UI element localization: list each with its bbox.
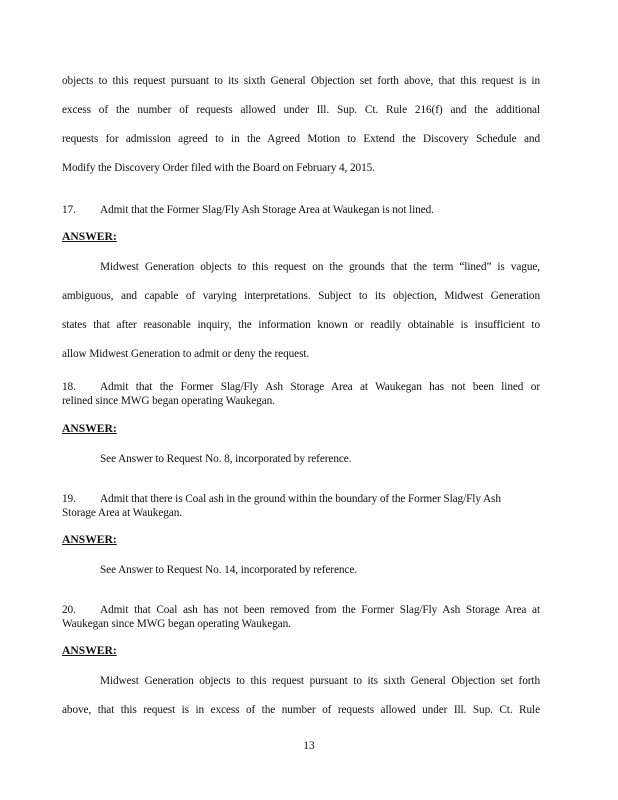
request-17 <box>62 203 434 217</box>
answer-line: above, that this request is in excess of the number of requests allowed under Ill. Sup. Ct. Rule <box>62 704 540 716</box>
answer-line: Midwest Generation objects to this request on the grounds that the term “lined” is vague, <box>100 261 540 273</box>
continuation-line: objects to this request pursuant to its sixth General Objection set forth above, that this request is in <box>62 75 540 87</box>
request-text-continued: Waukegan since MWG began operating Waukegan. <box>62 618 291 630</box>
page-number: 13 <box>303 740 315 752</box>
request-18 <box>62 380 540 394</box>
request-text-continued: relined since MWG began operating Waukegan. <box>62 395 275 407</box>
answer-text: See Answer to Request No. 8, incorporated by reference. <box>100 453 352 465</box>
continuation-line: excess of the number of requests allowed under Ill. Sup. Ct. Rule 216(f) and the additional <box>62 104 540 116</box>
request-number: 19. <box>62 493 76 505</box>
request-text: Admit that the Former Slag/Fly Ash Storage Area at Waukegan has not been lined or <box>100 381 540 393</box>
request-text: Admit that the Former Slag/Fly Ash Storage Area at Waukegan is not lined. <box>100 204 434 216</box>
answer-heading: ANSWER: <box>62 533 117 546</box>
answer-heading: ANSWER: <box>62 230 117 243</box>
request-text: Admit that there is Coal ash in the ground within the boundary of the Former Slag/Fly Ash <box>100 493 501 505</box>
answer-line: Midwest Generation objects to this request pursuant to its sixth General Objection set forth <box>100 675 540 687</box>
request-20 <box>62 603 540 617</box>
request-text: Admit that Coal ash has not been removed from the Former Slag/Fly Ash Storage Area at <box>100 604 540 616</box>
answer-line: ambiguous, and capable of varying interpretations. Subject to its objection, Midwest Generation <box>62 290 540 302</box>
request-number: 17. <box>62 204 76 216</box>
answer-line: allow Midwest Generation to admit or deny the request. <box>62 348 310 360</box>
answer-heading: ANSWER: <box>62 644 117 657</box>
request-number: 20. <box>62 604 76 616</box>
answer-line: states that after reasonable inquiry, the information known or readily obtainable is insufficient to <box>62 319 540 331</box>
request-text-continued: Storage Area at Waukegan. <box>62 507 182 519</box>
continuation-line: requests for admission agreed to in the Agreed Motion to Extend the Discovery Schedule and <box>62 133 540 145</box>
request-number: 18. <box>62 381 76 393</box>
request-19 <box>62 492 501 506</box>
answer-heading: ANSWER: <box>62 422 117 435</box>
answer-text: See Answer to Request No. 14, incorporated by reference. <box>100 564 357 576</box>
continuation-line: Modify the Discovery Order filed with the Board on February 4, 2015. <box>62 162 375 174</box>
